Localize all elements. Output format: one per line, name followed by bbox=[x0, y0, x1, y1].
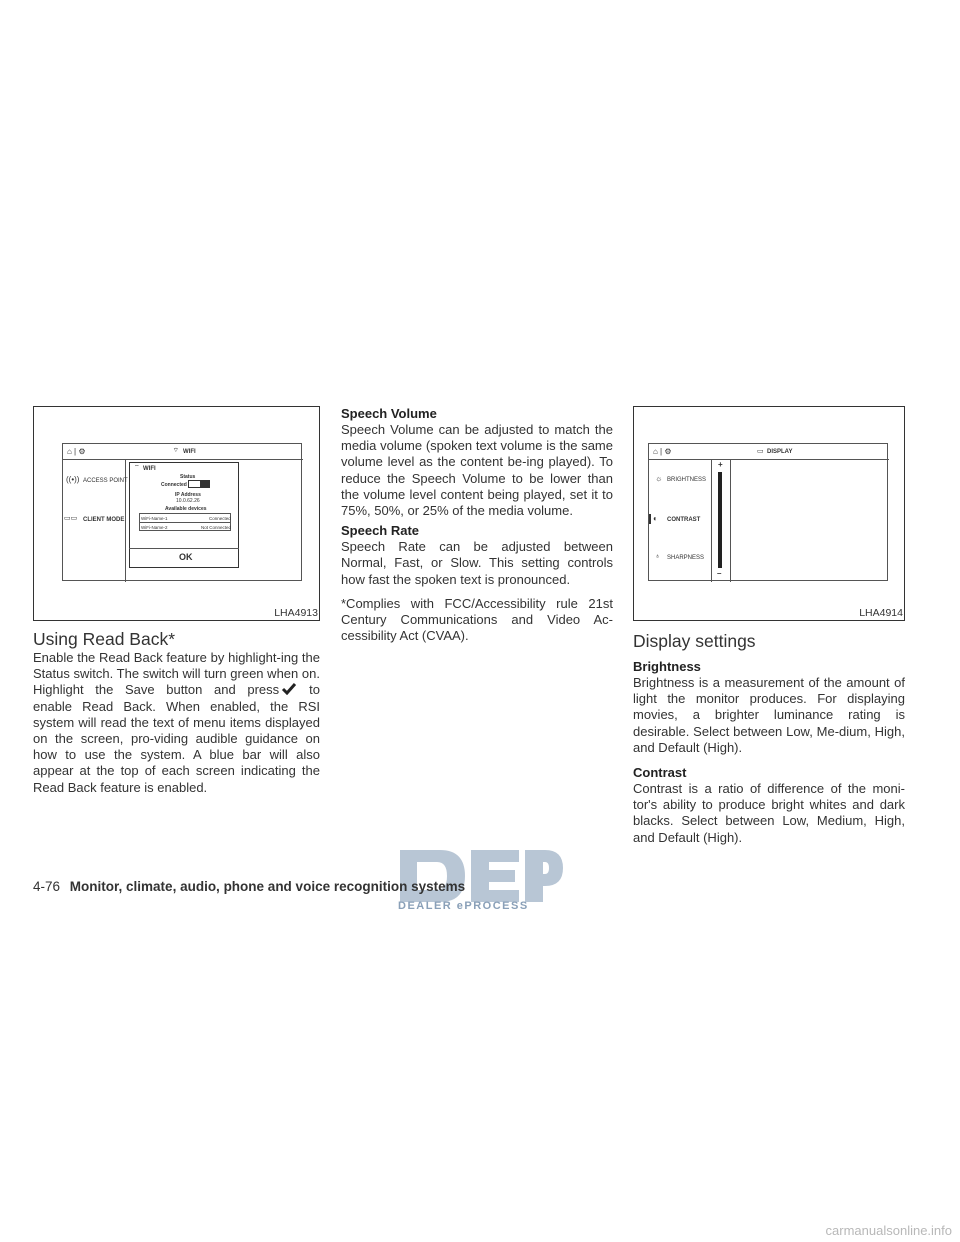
speech-rate-paragraph: Speech Rate can be adjusted between Normal, Fast, or Slow. This setting controls how fast the spoken text is pronounced. bbox=[341, 539, 613, 587]
column-right bbox=[633, 406, 905, 846]
heading-speech-rate: Speech Rate bbox=[341, 523, 420, 539]
chapter-title: Monitor, climate, audio, phone and voice recognition systems bbox=[69, 879, 466, 894]
figure-id: LHA4913 bbox=[274, 607, 318, 619]
dialog-wifi-title: WIFI bbox=[143, 466, 156, 472]
device-state-2: Not Connected bbox=[201, 525, 232, 530]
brightness-paragraph: Brightness is a measurement of the amount of light the monitor produces. For displaying movies, a brighter luminance rating is desirable. Select between Low, Me-dium, High, and Default (High). bbox=[633, 675, 905, 755]
speech-volume-paragraph: Speech Volume can be adjusted to match the media volume (spoken text volume is the same volume level as the content be-ing played). To reduce the Speech Volume to be lower than the volume level content being played, set it to 75%, 50%, or 25% of the media volume. bbox=[341, 422, 613, 519]
cvaa-footnote: *Complies with FCC/Accessibility rule 21st Century Communications and Video Ac-cessibility Act (CVAA). bbox=[341, 595, 613, 644]
contrast-selected-marker bbox=[649, 514, 651, 524]
menu-sharpness: SHARPNESS bbox=[667, 555, 705, 561]
dialog-wifi-icon: ⌔ bbox=[134, 465, 140, 471]
ok-button[interactable]: OK bbox=[179, 552, 193, 562]
page-footer bbox=[33, 879, 465, 894]
site-watermark: carmanualsonline.info bbox=[825, 1223, 952, 1238]
heading-contrast: Contrast bbox=[633, 765, 687, 781]
figure-id-2: LHA4914 bbox=[859, 607, 903, 619]
menu-brightness: BRIGHTNESS bbox=[667, 477, 707, 483]
heading-brightness: Brightness bbox=[633, 659, 701, 674]
checkmark-icon bbox=[279, 683, 309, 695]
page-number: 4-76 bbox=[33, 879, 61, 894]
device-name-2[interactable]: WiFi-Name-2 bbox=[141, 525, 168, 530]
wifi-icon: ⌔ bbox=[173, 448, 179, 454]
client-mode-icon: ▭▭ bbox=[64, 515, 78, 522]
contrast-paragraph: Contrast is a ratio of difference of the moni-tor's ability to produce bright whites and dark blacks. Select between Low, Medium, High, and Default (High). bbox=[633, 781, 905, 845]
header-display: DISPLAY bbox=[767, 449, 793, 455]
wifi-screen-drawing bbox=[62, 443, 302, 581]
figure-display-screen bbox=[633, 406, 905, 621]
menu-access-point: ACCESS POINT bbox=[83, 478, 128, 484]
column-middle bbox=[341, 406, 613, 644]
section-title-read-back: Using Read Back* bbox=[33, 629, 176, 649]
sharpness-icon: ♁ bbox=[655, 553, 661, 560]
status-value: Connected bbox=[161, 482, 187, 488]
home-icon: ⌂ | ⚙ bbox=[67, 447, 86, 456]
status-label: Status bbox=[180, 474, 196, 480]
plus-button[interactable]: + bbox=[718, 460, 723, 469]
status-switch[interactable] bbox=[188, 480, 210, 488]
column-left bbox=[33, 406, 320, 796]
figure-wifi-screen bbox=[33, 406, 320, 621]
section-title-display-settings: Display settings bbox=[633, 631, 756, 651]
watermark-text: DEALER ePROCESS bbox=[398, 900, 529, 912]
minus-button[interactable]: – bbox=[717, 569, 722, 578]
heading-speech-volume: Speech Volume bbox=[341, 406, 437, 421]
header-wifi: WIFI bbox=[183, 449, 196, 455]
read-back-paragraph: Enable the Read Back feature by highlight-ing the Status switch. The switch will turn green when on. Highlight the Save button and press to enable Read Back. When enabled, the RSI system will read the text of menu items displayed on the screen, pro-viding audible guidance on how to use the system. A blue bar will also appear at the top of each screen indicating the Read Back feature is enabled. bbox=[33, 650, 320, 795]
display-screen-drawing bbox=[648, 443, 888, 581]
ip-label: IP Address bbox=[175, 492, 201, 498]
home-icon-2: ⌂ | ⚙ bbox=[653, 447, 672, 456]
device-name-1[interactable]: WiFi-Name-1 bbox=[141, 516, 168, 521]
menu-contrast[interactable]: CONTRAST bbox=[667, 517, 701, 523]
contrast-icon: ◐ bbox=[653, 514, 658, 523]
ip-value: 10.0.62.26 bbox=[176, 498, 200, 504]
access-point-icon: ((•)) bbox=[66, 475, 80, 484]
device-state-1: Connected bbox=[209, 516, 231, 521]
display-icon: ▭ bbox=[757, 448, 764, 455]
contrast-slider[interactable] bbox=[718, 472, 722, 568]
brightness-icon: ☼ bbox=[655, 474, 663, 483]
menu-client-mode: CLIENT MODE bbox=[83, 517, 125, 523]
available-label: Available devices bbox=[165, 506, 207, 512]
